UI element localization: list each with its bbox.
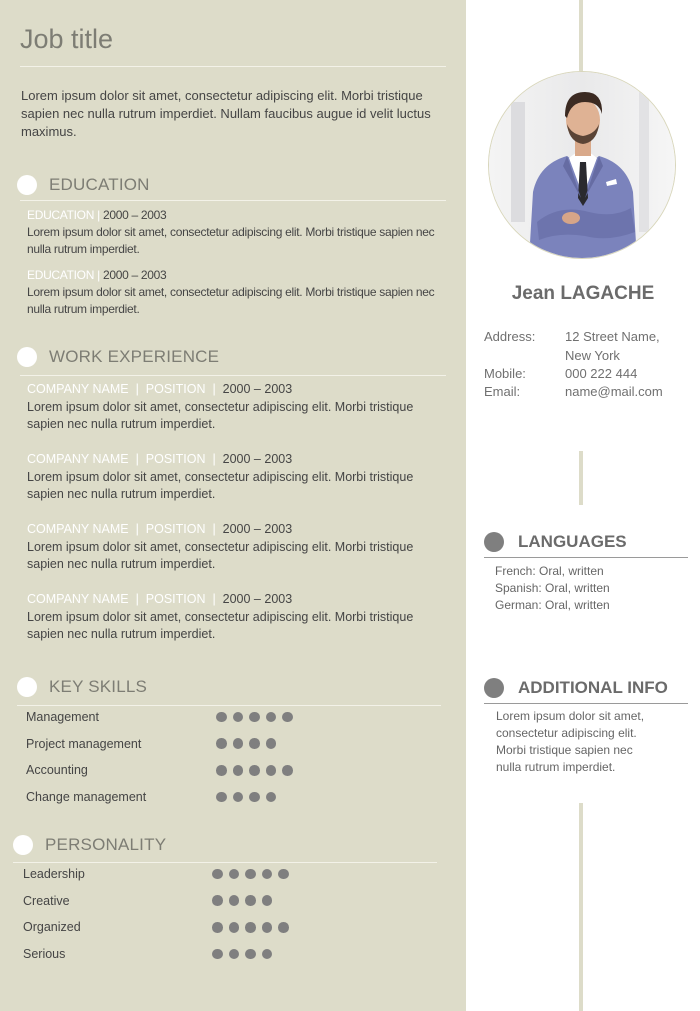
education-description: Lorem ipsum dolor sit amet, consectetur adipiscing elit. Morbi tristique sapien nec nulla rutrum imperdiet. [27,285,435,316]
rated-item-row [23,947,272,961]
rating-dots [216,765,293,776]
section-bullet-icon [484,678,504,698]
rating-dot-icon [266,712,277,723]
additional-info-title: ADDITIONAL INFO [518,678,668,697]
meta-separator: | [94,268,103,282]
email-label: Email: [484,384,521,399]
address-label: Address: [484,329,536,344]
rated-item-name: Leadership [23,867,85,881]
work-dates: 2000 – 2003 [222,592,293,606]
rated-item-name: Project management [26,736,142,751]
work-entry-meta [27,521,437,539]
personality-title: PERSONALITY [45,835,167,854]
work-description: Lorem ipsum dolor sit amet, consectetur adipiscing elit. Morbi tristique sapien nec nulla rutrum imperdiet. [27,609,414,641]
skills-divider [17,705,441,706]
work-dates: 2000 – 2003 [222,382,293,396]
rating-dot-icon [282,712,293,723]
company-name: COMPANY NAME [27,382,129,396]
meta-separator: | [205,452,223,466]
section-bullet-icon [17,677,37,697]
work-entry [27,591,437,644]
rating-dot-icon [212,895,223,906]
rating-dot-icon [216,765,227,776]
rating-dots [212,949,272,960]
language-item: French: Oral, written [495,564,604,578]
meta-separator: | [128,452,146,466]
position: POSITION [145,522,206,536]
rated-item-row [23,894,272,908]
job-title: Job title [20,24,114,54]
person-name: Jean LAGACHE [511,283,655,304]
rating-dot-icon [262,922,273,933]
rating-dot-icon [245,922,256,933]
work-dates: 2000 – 2003 [222,452,293,466]
education-entry [27,267,442,318]
rating-dot-icon [233,792,244,803]
rated-item-row [26,790,276,804]
education-header [17,175,150,195]
rating-dots [216,738,276,749]
rating-dot-icon [262,895,273,906]
rating-dot-icon [278,922,289,933]
meta-separator: | [94,208,103,222]
address-line: 12 Street Name, [565,329,660,344]
additional-info-line: Lorem ipsum dolor sit amet, [496,709,645,723]
work-experience-header [17,347,219,367]
rating-dot-icon [233,712,244,723]
work-experience-title: WORK EXPERIENCE [49,347,220,366]
decorative-vertical-line [579,803,583,1011]
meta-separator: | [128,382,146,396]
rated-item-row [26,737,276,751]
personality-divider [13,862,437,863]
rating-dot-icon [266,765,277,776]
education-label: EDUCATION [27,208,95,222]
rating-dot-icon [233,765,244,776]
email-value[interactable]: name@mail.com [565,384,663,399]
mobile-value: 000 222 444 [565,366,638,381]
intro-paragraph: Lorem ipsum dolor sit amet, consectetur adipiscing elit. Morbi tristique sapien nec nulla rutrum imperdiet. Nullam faucibus augue id velit luctus maximus. [21,88,431,139]
rating-dot-icon [233,738,244,749]
rating-dot-icon [282,765,293,776]
contact-mobile [484,365,685,384]
meta-separator: | [128,592,146,606]
personality-header [13,835,166,855]
rating-dot-icon [262,949,273,960]
additional-info-header [484,678,668,698]
additional-info-text [496,708,644,776]
rating-dots [216,712,293,723]
rated-item-name: Serious [23,947,66,962]
meta-separator: | [205,382,223,396]
position: POSITION [145,452,206,466]
section-bullet-icon [13,835,33,855]
work-description: Lorem ipsum dolor sit amet, consectetur adipiscing elit. Morbi tristique sapien nec nulla rutrum imperdiet. [27,469,414,501]
rating-dot-icon [249,738,260,749]
work-entry [27,521,437,574]
position: POSITION [145,382,206,396]
mobile-label: Mobile: [484,366,526,381]
position: POSITION [145,592,206,606]
rating-dot-icon [245,895,256,906]
education-title: EDUCATION [49,175,150,194]
rating-dot-icon [212,869,223,880]
rating-dot-icon [212,922,223,933]
education-divider [20,200,446,201]
education-label: EDUCATION [27,268,95,282]
rating-dot-icon [249,792,260,803]
key-skills-header [17,677,147,697]
contact-address [484,328,685,365]
work-divider [20,375,446,376]
contact-email [484,383,685,402]
rating-dot-icon [216,738,227,749]
rating-dots [216,792,276,803]
title-divider [20,66,446,67]
rated-item-name: Management [26,710,99,724]
rating-dot-icon [229,895,240,906]
company-name: COMPANY NAME [27,592,129,606]
meta-separator: | [205,522,223,536]
section-bullet-icon [17,347,37,367]
section-bullet-icon [17,175,37,195]
address-line: New York [565,347,620,363]
rating-dot-icon [212,949,223,960]
additional-info-line: nulla rutrum imperdiet. [496,760,616,774]
profile-photo [488,71,676,259]
languages-divider [484,557,688,558]
company-name: COMPANY NAME [27,452,129,466]
rated-item-row [26,763,293,777]
section-bullet-icon [484,532,504,552]
rating-dot-icon [229,922,240,933]
work-entry-meta [27,451,437,469]
languages-title: LANGUAGES [518,532,627,551]
rating-dots [212,922,289,933]
education-dates: 2000 – 2003 [102,208,167,222]
rating-dot-icon [266,738,277,749]
work-entry-meta [27,381,437,399]
language-item: German: Oral, written [495,598,610,612]
rating-dot-icon [229,869,240,880]
decorative-vertical-line [579,451,583,505]
additional-info-line: Morbi tristique sapien nec [496,743,633,757]
education-entry [27,207,442,258]
education-entry-meta [27,207,442,224]
rated-item-row [23,867,289,881]
company-name: COMPANY NAME [27,522,129,536]
work-dates: 2000 – 2003 [222,522,293,536]
rating-dot-icon [249,765,260,776]
education-entry-meta [27,267,442,284]
rating-dot-icon [278,869,289,880]
additional-info-line: consectetur adipiscing elit. [496,726,637,740]
rating-dot-icon [245,869,256,880]
rated-item-name: Creative [23,893,70,908]
rating-dot-icon [262,869,273,880]
rating-dot-icon [245,949,256,960]
key-skills-title: KEY SKILLS [49,677,148,696]
meta-separator: | [128,522,146,536]
rating-dot-icon [249,712,260,723]
work-description: Lorem ipsum dolor sit amet, consectetur adipiscing elit. Morbi tristique sapien nec nulla rutrum imperdiet. [27,539,414,571]
rated-item-name: Change management [26,790,147,805]
rated-item-row [23,920,289,934]
work-entry [27,451,437,504]
rating-dot-icon [216,712,227,723]
decorative-vertical-line [579,0,583,71]
rating-dots [212,895,272,906]
additional-info-divider [484,703,688,704]
work-entry-meta [27,591,437,609]
rating-dot-icon [266,792,277,803]
work-entry [27,381,437,434]
rated-item-row [26,710,293,724]
languages-header [484,532,627,552]
person-photo-icon [489,72,676,259]
language-item: Spanish: Oral, written [495,581,610,595]
rated-item-name: Organized [23,920,81,935]
work-description: Lorem ipsum dolor sit amet, consectetur adipiscing elit. Morbi tristique sapien nec nulla rutrum imperdiet. [27,399,414,431]
languages-list [495,563,610,614]
education-description: Lorem ipsum dolor sit amet, consectetur adipiscing elit. Morbi tristique sapien nec nulla rutrum imperdiet. [27,225,435,256]
meta-separator: | [205,592,223,606]
rated-item-name: Accounting [26,763,88,778]
education-dates: 2000 – 2003 [102,268,167,282]
rating-dots [212,869,289,880]
rating-dot-icon [229,949,240,960]
address-value [565,328,685,365]
rating-dot-icon [216,792,227,803]
